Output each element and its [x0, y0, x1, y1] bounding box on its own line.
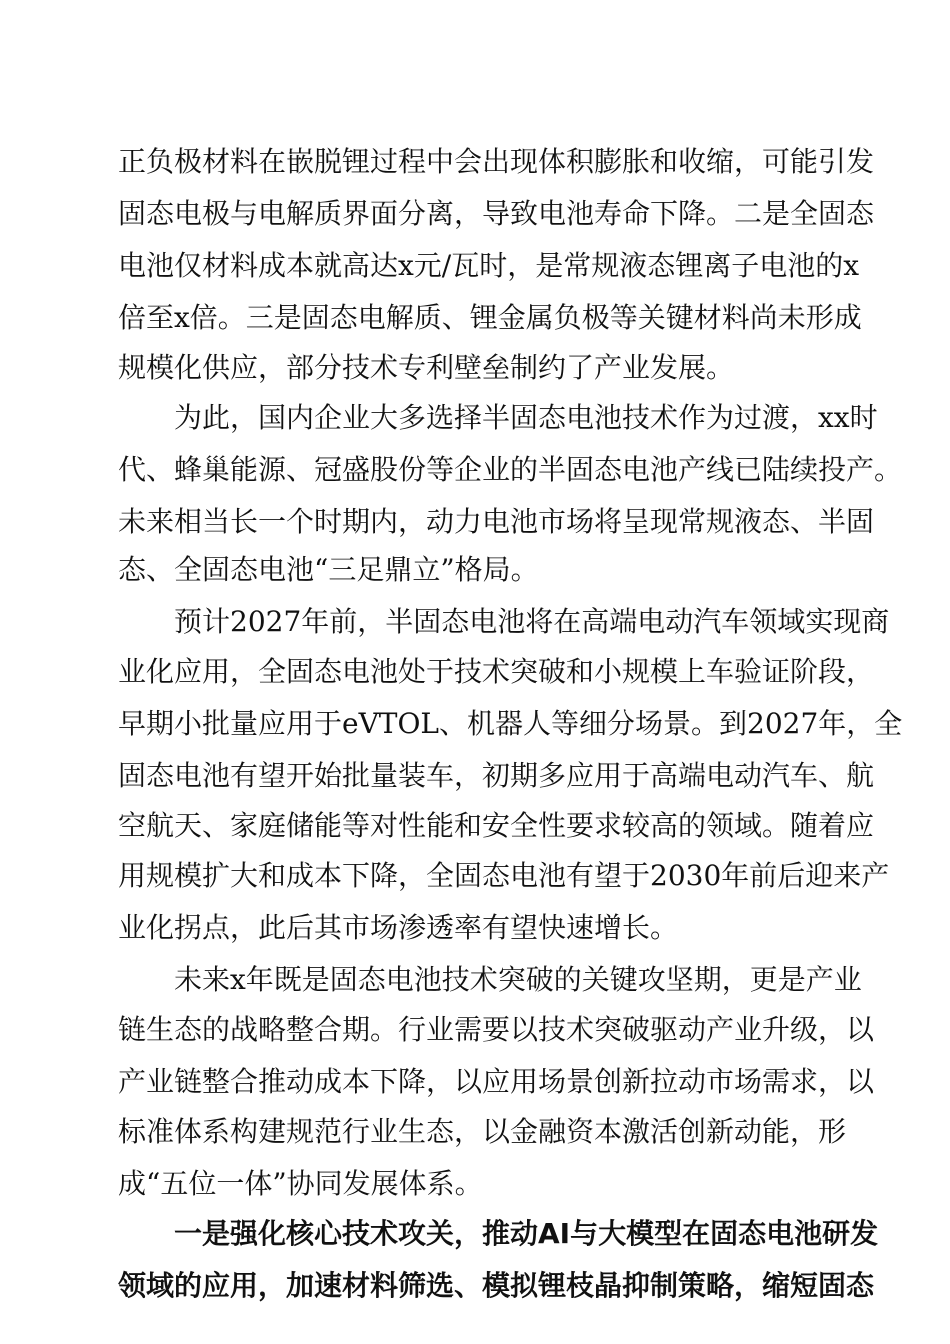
text-line: 一是强化核心技术攻关，推动AI与大模型在固态电池研发 — [174, 1217, 879, 1250]
text-line: 未来相当长一个时期内，动力电池市场将呈现常规液态、半固 — [118, 505, 875, 538]
text-line: 预计2027年前，半固态电池将在高端电动汽车领域实现商 — [174, 605, 890, 638]
text-line: 正负极材料在嵌脱锂过程中会出现体积膨胀和收缩，可能引发 — [118, 145, 875, 178]
text-line: 代、蜂巢能源、冠盛股份等企业的半固态电池产线已陆续投产。 — [118, 453, 903, 486]
text-line: 标准体系构建规范行业生态，以金融资本激活创新动能，形 — [118, 1115, 847, 1148]
text-line: 电池仅材料成本就高达x元/瓦时，是常规液态锂离子电池的x — [118, 249, 860, 282]
text-line: 链生态的战略整合期。行业需要以技术突破驱动产业升级，以 — [118, 1013, 875, 1046]
text-line: 早期小批量应用于eVTOL、机器人等细分场景。到2027年，全 — [118, 707, 903, 740]
text-line: 业化应用，全固态电池处于技术突破和小规模上车验证阶段， — [118, 655, 875, 688]
text-line: 为此，国内企业大多选择半固态电池技术作为过渡，xx时 — [174, 401, 878, 434]
text-line: 领域的应用，加速材料筛选、模拟锂枝晶抑制策略，缩短固态 — [118, 1269, 875, 1302]
text-line: 态、全固态电池“三足鼎立”格局。 — [118, 553, 539, 586]
text-line: 成“五位一体”协同发展体系。 — [118, 1167, 483, 1200]
text-line: 未来x年既是固态电池技术突破的关键攻坚期，更是产业 — [174, 963, 862, 996]
text-line: 产业链整合推动成本下降，以应用场景创新拉动市场需求，以 — [118, 1065, 875, 1098]
text-line: 固态电池有望开始批量装车，初期多应用于高端电动汽车、航 — [118, 759, 875, 792]
text-line: 固态电极与电解质界面分离，导致电池寿命下降。二是全固态 — [118, 197, 875, 230]
text-line: 规模化供应，部分技术专利壁垒制约了产业发展。 — [118, 351, 735, 384]
text-line: 空航天、家庭储能等对性能和安全性要求较高的领域。随着应 — [118, 809, 875, 842]
text-line: 倍至x倍。三是固态电解质、锂金属负极等关键材料尚未形成 — [118, 301, 862, 334]
text-line: 业化拐点，此后其市场渗透率有望快速增长。 — [118, 911, 679, 944]
text-line: 用规模扩大和成本下降，全固态电池有望于2030年前后迎来产 — [118, 859, 890, 892]
